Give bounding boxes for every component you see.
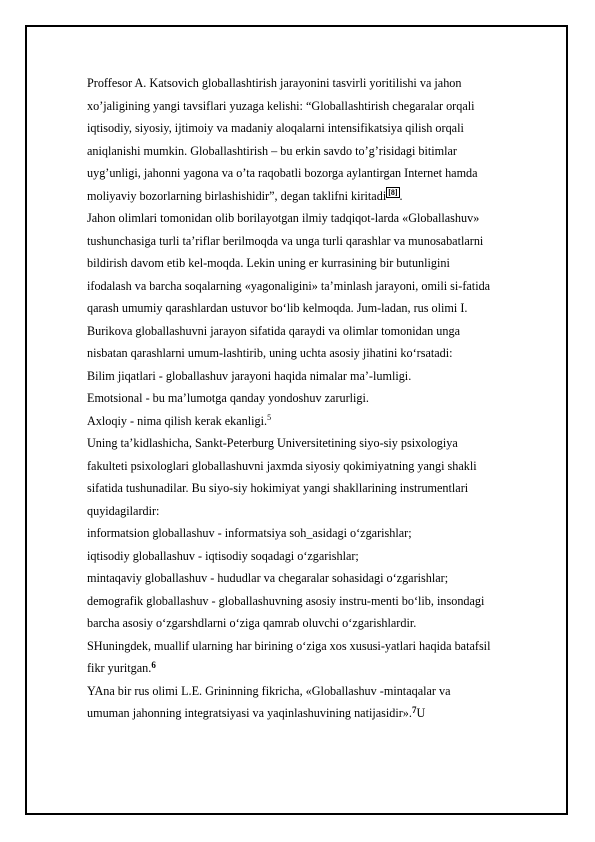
text-line: ifodalash va barcha soqalarning «yagonaligini» ta’minlash jarayoni, omili si-fatida — [87, 278, 491, 293]
line-text: fikr yuritgan. — [87, 661, 152, 675]
text-line: Emotsional - bu ma’lumotga qanday yondoshuv zarurligi. — [87, 391, 369, 405]
text-line: bildirish davom etib kel-moqda. Lekin uning er kurrasining bir butunligini — [87, 256, 450, 270]
text-line: qarash umumiy qarashlardan ustuvor bo‘lib kelmoqda. Jum-ladan, rus olimi I. — [87, 301, 468, 315]
line-tail: U — [416, 706, 426, 720]
line-tail: . — [399, 188, 403, 203]
text-line: mintaqaviy globallashuv - hududlar va chegaralar sohasidagi o‘zgarishlar; — [87, 571, 449, 585]
line-text: moliyaviy bozorlarning birlashishidir”, degan taklifni kiritadi — [87, 188, 387, 203]
footnote-marker[interactable]: 7 — [411, 705, 417, 715]
text-line — [87, 410, 549, 433]
text-line: xo’jaligining yangi tavsiflari yuzaga kelishi: “Globallashtirish chegaralar orqali — [87, 98, 475, 113]
text-line: Uning ta’kidlashicha, Sankt-Peterburg Universitetining siyo-siy psixologiya — [87, 436, 458, 450]
text-line: barcha asosiy o‘zgarshdlarni o‘ziga qamrab oluvchi o‘zgarishlardir. — [87, 616, 417, 630]
text-line: YAna bir rus olimi L.E. Grininning fikricha, «Globallashuv -mintaqalar va — [87, 683, 451, 698]
text-line: fakulteti psixologlari globallashuvni jaxmda siyosiy qokimiyatning yangi shakli — [87, 458, 477, 473]
footnote-marker[interactable]: 6 — [151, 660, 156, 670]
text-line: Jahon olimlari tomonidan olib borilayotgan ilmiy tadqiqot-larda «Globallashuv» — [87, 211, 480, 225]
text-line: informatsion globallashuv - informatsiya soh_asidagi o‘zgarishlar; — [87, 526, 412, 540]
text-line — [87, 657, 549, 680]
text-line: tushunchasiga turli ta’riflar berilmoqda va unga turli qarashlar va munosabatlarni — [87, 233, 484, 248]
text-line: sifatida tushunadilar. Bu siyo-siy hokimiyat yangi shakllarining instrumentlari — [87, 481, 469, 495]
document-body — [87, 72, 549, 725]
text-line: Bilim jiqatlari - globallashuv jarayoni haqida nimalar ma’-lumligi. — [87, 368, 412, 383]
footnote-marker[interactable]: 5 — [267, 412, 272, 422]
text-line — [87, 185, 549, 208]
text-line — [87, 702, 549, 725]
text-line: iqtisodiy, siyosiy, ijtimoiy va madaniy aloqalarni intensifikatsiya qilish orqali — [87, 121, 464, 135]
text-line: iqtisodiy globallashuv - iqtisodiy soqadagi o‘zgarishlar; — [87, 548, 359, 563]
text-line: aniqlanishi mumkin. Globallashtirish – bu erkin savdo to’g’risidagi bitimlar — [87, 143, 457, 158]
text-line: uyg’unligi, jahonni yagona va o’ta raqobatli bozorga aylantirgan Internet hamda — [87, 166, 478, 180]
text-line: Proffesor A. Katsovich globallashtirish jarayonini tasvirli yoritilishi va jahon — [87, 76, 462, 90]
text-line: Burikova globallashuvni jarayon sifatida qaraydi va olimlar tomonidan unga — [87, 323, 460, 338]
text-line: quyidagilardir: — [87, 503, 160, 518]
line-text: umuman jahonning integratsiyasi va yaqinlashuvining natijasidir». — [87, 706, 412, 720]
reference-marker[interactable]: [8] — [388, 187, 398, 197]
text-line: SHuningdek, muallif ularning har birining o‘ziga xos xususi-yatlari haqida batafsil — [87, 638, 491, 653]
line-text: Axloqiy - nima qilish kerak ekanligi. — [87, 413, 268, 428]
text-line: demografik globallashuv - globallashuvning asosiy instru-menti bo‘lib, insondagi — [87, 593, 485, 608]
text-line: nisbatan qarashlarni umum-lashtirib, uning uchta asosiy jihatini ko‘rsatadi: — [87, 346, 453, 360]
